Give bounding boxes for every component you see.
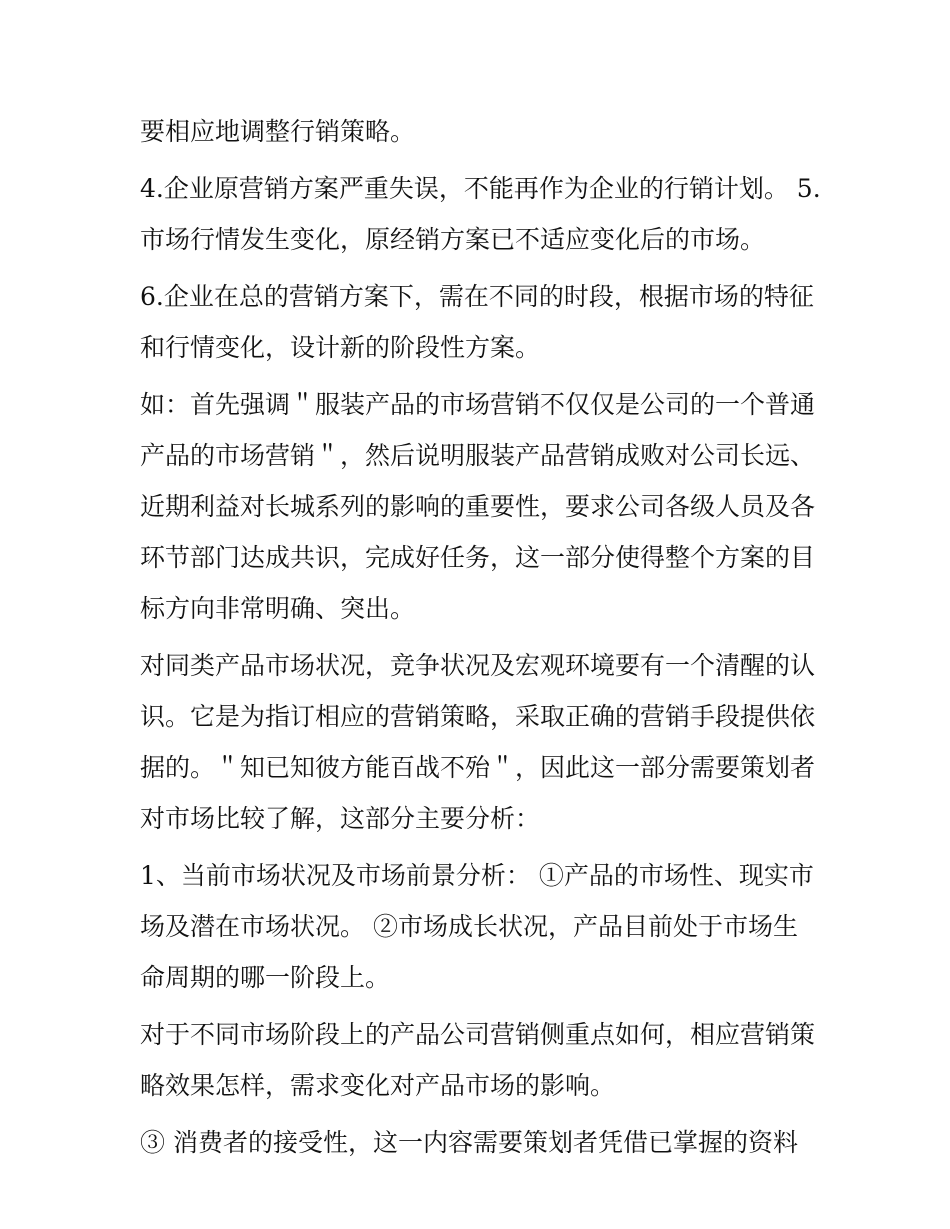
text-line: 产品的市场营销＂，然后说明服装产品营销成败对公司长远、 <box>140 441 816 470</box>
text-line: 市场行情发生变化，原经销方案已不适应变化后的市场。 <box>140 225 766 254</box>
paragraph-2 <box>140 163 820 265</box>
paragraph-3 <box>140 271 820 373</box>
text-line: 据的。＂知已知彼方能百战不殆＂，因此这一部分需要策划者 <box>140 753 816 782</box>
text-line: 命周期的哪一阶段上。 <box>140 963 391 992</box>
paragraph-7 <box>140 1009 820 1111</box>
paragraph-5 <box>140 640 820 844</box>
text-line: ③ 消费者的接受性，这一内容需要策划者凭借已掌握的资料 <box>140 1128 798 1157</box>
text-line: 环节部门达成共识，完成好任务，这一部分使得整个方案的目 <box>140 543 816 572</box>
paragraph-6 <box>140 850 820 1003</box>
text-line: 近期利益对长城系列的影响的重要性，要求公司各级人员及各 <box>140 492 816 521</box>
text-line: 场及潜在市场状况。 ②市场成长状况，产品目前处于市场生 <box>140 912 798 941</box>
text-line: 对同类产品市场状况，竞争状况及宏观环境要有一个清醒的认 <box>140 651 816 680</box>
paragraph-4 <box>140 379 820 634</box>
text-line: 略效果怎样，需求变化对产品市场的影响。 <box>140 1071 616 1100</box>
text-line: 识。它是为指订相应的营销策略，采取正确的营销手段提供依 <box>140 702 816 731</box>
text-line: 和行情变化，设计新的阶段性方案。 <box>140 333 541 362</box>
text-line: 对市场比较了解，这部分主要分析： <box>140 804 541 833</box>
document-body <box>140 106 820 1174</box>
paragraph-8 <box>140 1117 820 1168</box>
text-line: 标方向非常明确、突出。 <box>140 594 416 623</box>
text-line: 4.企业原营销方案严重失误，不能再作为企业的行销计划。 5. <box>140 174 821 203</box>
text-line: 对于不同市场阶段上的产品公司营销侧重点如何，相应营销策 <box>140 1020 816 1049</box>
text-line: 要相应地调整行销策略。 <box>140 117 416 146</box>
paragraph-1 <box>140 106 820 157</box>
text-line: 6.企业在总的营销方案下，需在不同的时段，根据市场的特征 <box>140 282 814 311</box>
text-line: 1、当前市场状况及市场前景分析： ①产品的市场性、现实市 <box>140 861 814 890</box>
text-line: 如：首先强调＂服装产品的市场营销不仅仅是公司的一个普通 <box>140 390 816 419</box>
